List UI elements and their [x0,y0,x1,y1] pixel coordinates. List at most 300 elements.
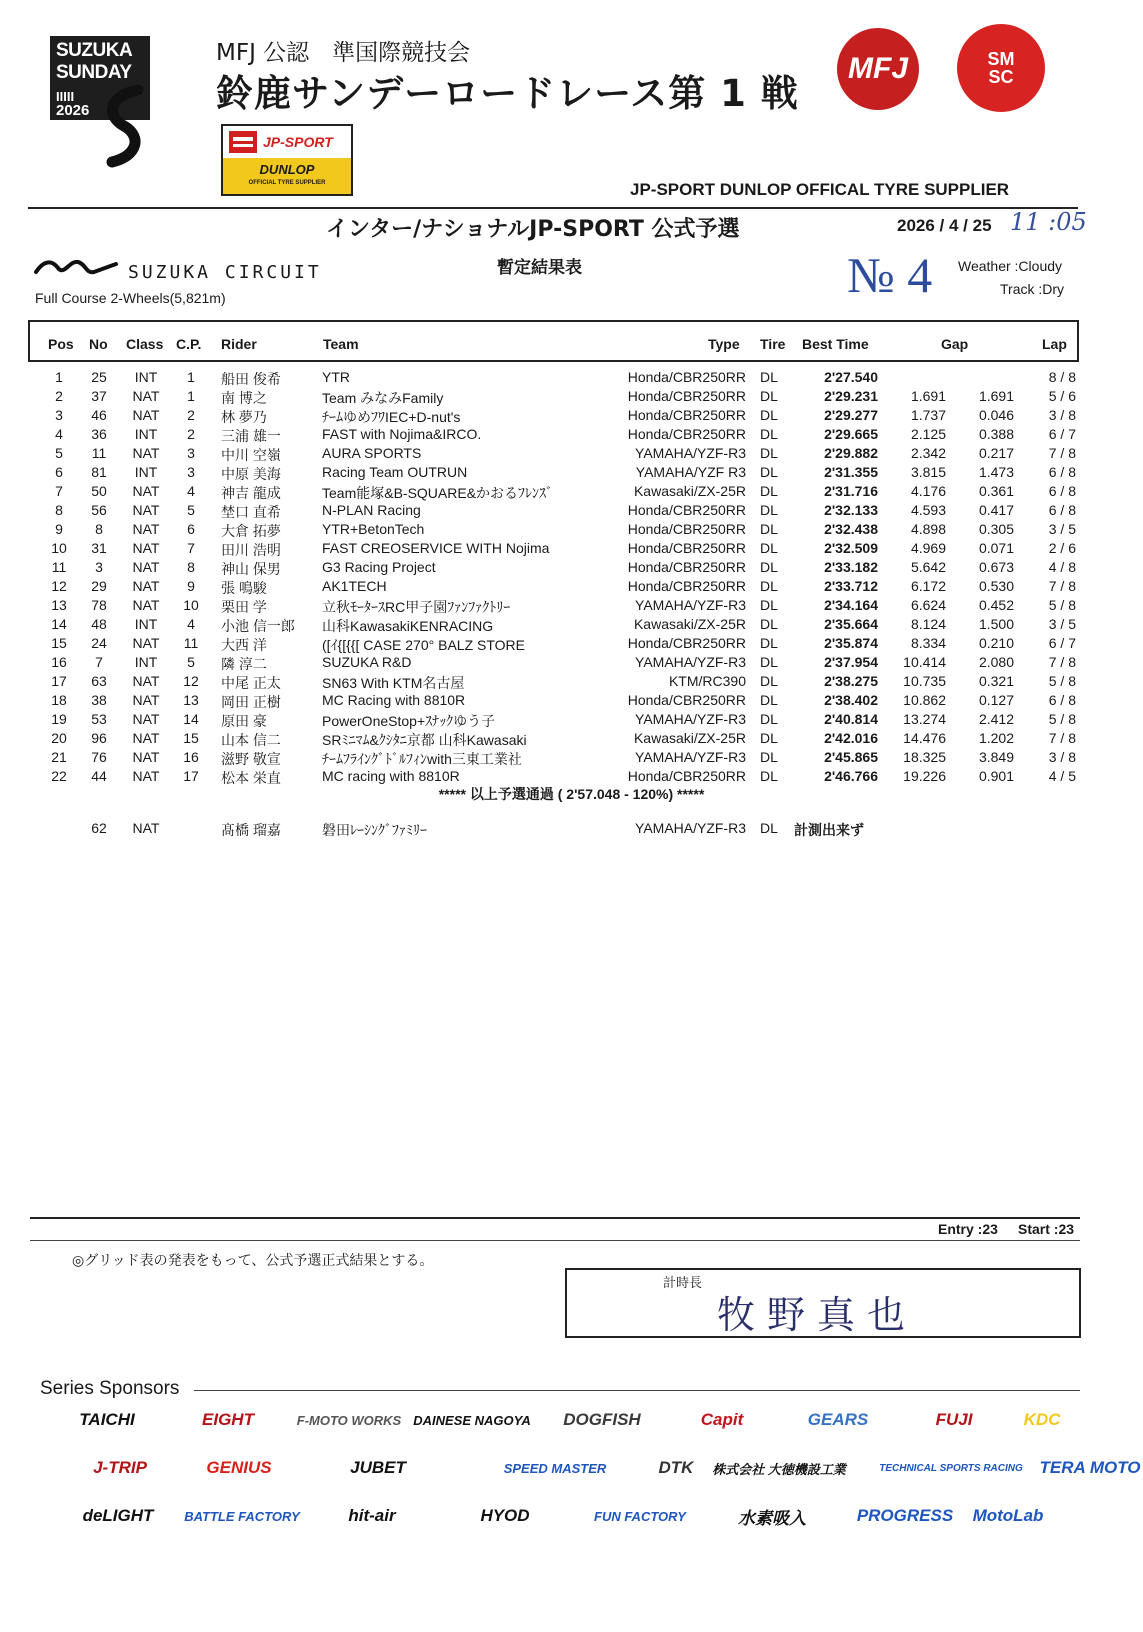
cell-team: N-PLAN Racing [322,502,421,518]
cell-time: 2'27.540 [824,369,878,385]
cell-tire: DL [760,673,778,689]
cell-team: SRﾐﾆﾏﾑ&ｸｼﾀﾆ京都 山科Kawasaki [322,732,527,748]
cell-lap: 4 / 8 [1048,559,1076,575]
circuit-name: SUZUKA CIRCUIT [128,262,322,283]
table-row [0,691,1143,710]
cell-gap1: 10.862 [903,692,946,708]
sponsors-divider [194,1390,1080,1391]
cell-gap1: 5.642 [910,559,946,575]
session-date: 2026 / 4 / 25 [897,216,992,235]
table-row [0,368,1143,387]
table-row [0,463,1143,482]
cell-tire: DL [760,597,778,613]
cell-time: 2'31.716 [824,483,878,499]
smsc-logo-line-2: SC [988,67,1014,87]
cell-type: Honda/CBR250RR [627,369,746,385]
cell-rider: 中尾 正太 [221,675,281,691]
cell-gap2: 0.321 [978,673,1014,689]
timekeeper-signature-box [565,1268,1081,1338]
cell-no: 56 [91,502,107,518]
sponsor-logo: DAINESE NAGOYA [413,1412,531,1428]
cell-tire: DL [760,521,778,537]
cell-gap2: 0.046 [978,407,1014,423]
cell-rider: 三浦 雄一 [221,428,281,444]
sponsor-logo: GEARS [807,1410,869,1429]
track-info: Track :Dry [1000,281,1065,297]
smsc-logo-line-1: SM [987,49,1015,69]
cell-class: NAT [132,559,160,575]
cell-class: NAT [132,711,160,727]
cell-cp: 5 [187,654,195,670]
suzuka-circuit-logo-icon [34,254,118,280]
cell-tire: DL [760,559,778,575]
dunlop-logo-sub: OFFICIAL TYRE SUPPLIER [248,180,326,186]
cell-time: 2'32.438 [824,521,878,537]
cell-time: 2'34.164 [824,597,878,613]
cell-cp: 13 [183,692,199,708]
cell-rider: 松本 栄直 [221,770,281,786]
cell-team: ﾁｰﾑﾌﾗｲﾝｸﾞﾄﾞﾙﾌｨﾝwith三東工業社 [322,751,522,767]
cell-gap1: 18.325 [903,749,946,765]
cell-time: 2'42.016 [824,730,878,746]
cell-rider: 山本 信二 [221,732,281,748]
cell-time: 2'38.275 [824,673,878,689]
cell-rider: 滋野 敬宣 [221,751,281,767]
cell-time: 2'37.954 [824,654,878,670]
cell-gap2: 0.305 [978,521,1014,537]
cell-class: NAT [132,388,160,404]
sponsor-logo: JUBET [350,1458,406,1477]
cell-team: MC racing with 8810R [322,768,460,784]
cell-class: INT [134,616,158,632]
table-row [0,653,1143,672]
cell-pos: 10 [51,540,67,556]
sponsor-logo: J-TRIP [93,1458,147,1477]
cell-gap1: 13.274 [903,711,946,727]
result-type-label: 暫定結果表 [497,258,582,278]
cell-class: NAT [132,692,160,708]
cell-time: 2'29.665 [824,426,878,442]
cell-class: NAT [132,597,160,613]
header-no: No [89,336,108,352]
cell-no: 8 [95,521,103,537]
cell-pos: 4 [55,426,63,442]
cell-team: G3 Racing Project [322,559,436,575]
cell-team: FAST with Nojima&IRCO. [322,426,482,442]
cell-gap2: 1.500 [978,616,1014,632]
cell-class: NAT [132,635,160,651]
cell-class: INT [134,464,158,480]
table-row [0,387,1143,406]
entry-count: Entry :23 [938,1221,998,1237]
cell-team: FAST CREOSERVICE WITH Nojima [322,540,550,556]
cell-pos: 5 [55,445,63,461]
dunlop-logo [223,158,351,194]
cell-class: NAT [132,578,160,594]
cell-pos: 12 [51,578,67,594]
cell-rider: 張 鳴駿 [221,580,267,596]
mfj-logo [837,28,919,110]
cell-team: YTR [322,369,350,385]
logo-line-3: IIIII [56,89,75,104]
cell-pos: 11 [51,559,67,575]
jp-sport-logo-text: JP-SPORT [263,134,333,150]
cell-pos: 17 [51,673,67,689]
qualifying-cutoff: ***** 以上予選通過 ( 2'57.048 - 120%) ***** [438,786,705,802]
cell-type: Honda/CBR250RR [627,388,746,404]
handwritten-time: 11 :05 [1010,208,1087,236]
cell-no: 53 [91,711,107,727]
cell-class: INT [134,426,158,442]
cell-gap1: 4.176 [910,483,946,499]
cell-gap1: 4.898 [910,521,946,537]
cell-cp: 9 [187,578,195,594]
cell-team: 立秋ﾓｰﾀｰｽRC甲子園ﾌｧﾝﾌｧｸﾄﾘｰ [322,599,511,615]
cell-class: NAT [132,521,160,537]
cell-type: Honda/CBR250RR [627,426,746,442]
table-row [0,482,1143,501]
cell-type: Honda/CBR250RR [627,521,746,537]
cell-lap: 6 / 7 [1048,635,1076,651]
cell-time: 2'29.231 [824,388,878,404]
cell-gap2: 0.901 [978,768,1014,784]
cell-pos: 8 [55,502,63,518]
cell-lap: 6 / 8 [1048,483,1076,499]
cell-team: 山科KawasakiKENRACING [322,618,494,634]
cell-rider: 隣 淳二 [221,656,267,672]
cell-tire: DL [760,654,778,670]
mfj-logo-text: MFJ [848,52,908,85]
cell-tire: DL [760,768,778,784]
cell-pos: 7 [55,483,63,499]
sponsor-logo: DTK [658,1458,694,1477]
cell-rider: 大西 洋 [221,637,267,653]
cell-gap1: 2.125 [910,426,946,442]
cell-tire: DL [760,426,778,442]
sponsor-logo: TERA MOTO [1039,1458,1141,1477]
cell-cp: 14 [183,711,199,727]
cell-cp: 2 [187,407,195,423]
cell-rider: 岡田 正樹 [221,694,281,710]
cell-rider: 大倉 拓夢 [221,523,281,539]
cell-gap1: 2.342 [910,445,946,461]
cell-rider: 栗田 学 [221,599,267,615]
cell-type: YAMAHA/YZF R3 [635,464,746,480]
event-title: 鈴鹿サンデーロードレース第 1 戦 [216,72,799,115]
sponsor-logo: GENIUS [206,1458,272,1477]
cell-cp: 15 [183,730,199,746]
cell-rider: 小池 信一郎 [221,618,295,634]
cell-gap2: 0.071 [978,540,1014,556]
dns-class: NAT [132,820,160,836]
cell-gap1: 8.334 [910,635,946,651]
header-divider [28,207,1078,209]
cell-no: 37 [91,388,107,404]
table-row [0,596,1143,615]
timekeeper-signature: 牧野真也 [717,1293,918,1337]
cell-cp: 5 [187,502,195,518]
cell-gap1: 6.624 [910,597,946,613]
cell-type: Kawasaki/ZX-25R [633,483,746,499]
cell-cp: 11 [183,635,199,651]
cell-gap1: 3.815 [910,464,946,480]
cell-rider: 中川 空嶺 [221,447,281,463]
cell-class: NAT [132,673,160,689]
table-row [0,444,1143,463]
logo-line-2: SUNDAY [56,62,132,83]
dns-time: 計測出来ず [794,822,864,838]
cell-team: Racing Team OUTRUN [322,464,468,480]
cell-lap: 6 / 8 [1048,464,1076,480]
cell-time: 2'40.814 [824,711,878,727]
event-subtitle: MFJ 公認 準国際競技会 [216,40,471,66]
cell-time: 2'46.766 [824,768,878,784]
cell-time: 2'33.712 [824,578,878,594]
cell-pos: 1 [55,369,63,385]
cell-tire: DL [760,616,778,632]
cell-rider: 林 夢乃 [221,409,267,425]
cell-lap: 3 / 8 [1048,749,1076,765]
cell-pos: 13 [51,597,67,613]
cell-gap2: 1.202 [978,730,1014,746]
cell-class: NAT [132,768,160,784]
cell-type: Honda/CBR250RR [627,540,746,556]
sponsor-logo: PROGRESS [856,1506,954,1525]
dns-no: 62 [91,820,107,836]
cell-gap1: 14.476 [903,730,946,746]
cell-gap1: 4.593 [910,502,946,518]
table-row [0,710,1143,729]
cell-pos: 9 [55,521,63,537]
cell-time: 2'32.133 [824,502,878,518]
cell-lap: 5 / 8 [1048,711,1076,727]
cell-lap: 7 / 8 [1048,445,1076,461]
cell-time: 2'29.277 [824,407,878,423]
cell-tire: DL [760,445,778,461]
table-row [0,425,1143,444]
cell-pos: 19 [51,711,67,727]
cell-pos: 22 [51,768,67,784]
cell-gap2: 0.388 [978,426,1014,442]
header-cp: C.P. [176,336,202,352]
cell-type: YAMAHA/YZF-R3 [635,445,746,461]
cell-no: 46 [91,407,107,423]
cell-time: 2'35.664 [824,616,878,632]
cell-gap1: 6.172 [910,578,946,594]
table-row [0,539,1143,558]
table-row [0,558,1143,577]
header-class: Class [126,336,164,352]
cell-tire: DL [760,749,778,765]
dns-rider: 髙橋 瑠嘉 [221,822,281,838]
header-team: Team [323,336,359,352]
table-row [0,577,1143,596]
cell-type: Kawasaki/ZX-25R [633,616,746,632]
cell-rider: 神山 保男 [221,561,281,577]
sponsor-logo: BATTLE FACTORY [184,1508,300,1524]
cell-type: Kawasaki/ZX-25R [633,730,746,746]
cell-rider: 船田 俊希 [221,371,281,387]
cell-time: 2'45.865 [824,749,878,765]
cell-team: ﾁｰﾑゆめﾌﾜIEC+D-nut's [322,409,461,425]
cell-gap2: 3.849 [978,749,1014,765]
sponsor-logo: F-MOTO WORKS [296,1412,402,1428]
cell-gap2: 0.673 [978,559,1014,575]
cell-rider: 原田 豪 [221,713,267,729]
cell-pos: 14 [51,616,67,632]
document-number: № 4 [847,247,933,303]
cell-team: Team能塚&B-SQUARE&かおるﾌﾚﾝｽﾞ [322,485,554,501]
footer-divider [30,1217,1080,1219]
cell-cp: 8 [187,559,195,575]
cell-team: MC Racing with 8810R [322,692,466,708]
cell-team: SUZUKA R&D [322,654,412,670]
cell-lap: 6 / 7 [1048,426,1076,442]
sponsor-logo: deLIGHT [82,1506,154,1525]
jp-sport-mark-icon [229,131,257,153]
cell-tire: DL [760,483,778,499]
cell-pos: 3 [55,407,63,423]
cell-type: KTM/RC390 [668,673,746,689]
cell-cp: 3 [187,445,195,461]
cell-cp: 2 [187,426,195,442]
cell-no: 63 [91,673,107,689]
cell-cp: 1 [187,369,195,385]
cell-team: SN63 With KTM名古屋 [322,675,465,691]
cell-no: 24 [91,635,107,651]
cell-no: 48 [91,616,107,632]
table-row [0,748,1143,767]
cell-gap2: 1.473 [978,464,1014,480]
cell-gap1: 1.691 [910,388,946,404]
cell-pos: 21 [51,749,67,765]
table-row [0,406,1143,425]
cell-cp: 3 [187,464,195,480]
supplier-text: JP-SPORT DUNLOP OFFICAL TYRE SUPPLIER [630,180,1010,199]
cell-no: 38 [91,692,107,708]
cell-class: NAT [132,749,160,765]
table-row [0,520,1143,539]
sponsors-title: Series Sponsors [40,1378,180,1399]
cell-cp: 16 [183,749,199,765]
cell-rider: 中原 美海 [221,466,281,482]
cell-lap: 5 / 8 [1048,673,1076,689]
cell-no: 76 [91,749,107,765]
cell-lap: 3 / 8 [1048,407,1076,423]
header-lap: Lap [1042,336,1067,352]
cell-type: Honda/CBR250RR [627,692,746,708]
dns-type: YAMAHA/YZF-R3 [635,820,746,836]
cell-gap1: 10.735 [903,673,946,689]
cell-type: YAMAHA/YZF-R3 [635,711,746,727]
suzuka-s-swirl-icon [98,86,150,166]
results-table-body [0,368,1143,786]
smsc-logo [957,24,1045,112]
table-row [0,634,1143,653]
cell-cp: 17 [183,768,199,784]
cell-rider: 南 博之 [221,390,267,406]
results-table-header [28,320,1079,362]
cell-pos: 20 [51,730,67,746]
cell-time: 2'29.882 [824,445,878,461]
cell-time: 2'32.509 [824,540,878,556]
cell-rider: 田川 浩明 [221,542,281,558]
dns-tire: DL [760,820,778,836]
cell-type: Honda/CBR250RR [627,768,746,784]
cell-cp: 10 [183,597,199,613]
footer-divider-thin [30,1240,1080,1241]
cell-lap: 7 / 8 [1048,654,1076,670]
cell-gap2: 0.127 [978,692,1014,708]
cell-type: Honda/CBR250RR [627,635,746,651]
cell-tire: DL [760,540,778,556]
cell-tire: DL [760,407,778,423]
cell-cp: 6 [187,521,195,537]
cell-team: ([ｲ{[{{[ CASE 270° BALZ STORE [322,637,525,653]
sponsor-logo: MotoLab [972,1506,1044,1525]
cell-time: 2'31.355 [824,464,878,480]
header-tire: Tire [760,336,786,352]
cell-cp: 1 [187,388,195,404]
cell-lap: 2 / 6 [1048,540,1076,556]
cell-lap: 7 / 8 [1048,578,1076,594]
cell-time: 2'33.182 [824,559,878,575]
cell-time: 2'35.874 [824,635,878,651]
cell-gap2: 0.210 [978,635,1014,651]
cell-no: 7 [95,654,103,670]
cell-tire: DL [760,502,778,518]
cell-no: 78 [91,597,107,613]
table-row [0,615,1143,634]
cell-class: NAT [132,407,160,423]
cell-gap2: 2.080 [978,654,1014,670]
cell-gap1: 4.969 [910,540,946,556]
cell-class: NAT [132,540,160,556]
jp-sport-logo [223,126,351,158]
cell-lap: 5 / 6 [1048,388,1076,404]
cell-class: NAT [132,502,160,518]
table-row [0,501,1143,520]
cell-lap: 8 / 8 [1048,369,1076,385]
cell-rider: 埜口 直希 [221,504,281,520]
header-best-time: Best Time [802,336,869,352]
sponsor-logo: hit-air [348,1506,396,1525]
cell-no: 44 [91,768,107,784]
cell-rider: 神吉 龍成 [221,485,281,501]
cell-team: PowerOneStop+ｽﾅｯｸゆう子 [322,713,496,729]
sponsor-logo: 水素吸入 [738,1508,806,1528]
cell-type: Honda/CBR250RR [627,559,746,575]
cell-type: YAMAHA/YZF-R3 [635,749,746,765]
cell-no: 50 [91,483,107,499]
cell-tire: DL [760,464,778,480]
cell-lap: 4 / 5 [1048,768,1076,784]
header-rider: Rider [221,336,257,352]
cell-tire: DL [760,369,778,385]
grid-note: ◎グリッド表の発表をもって、公式予選正式結果とする。 [72,1253,434,1269]
weather-info: Weather :Cloudy [958,258,1063,274]
header-type: Type [708,336,740,352]
header-gap: Gap [941,336,969,352]
start-count: Start :23 [1018,1221,1075,1237]
cell-gap1: 19.226 [903,768,946,784]
cell-time: 2'38.402 [824,692,878,708]
sponsor-logo: HYOD [480,1506,530,1525]
cell-gap1: 10.414 [903,654,946,670]
cell-cp: 12 [183,673,199,689]
non-qualifier-row [0,819,1143,838]
sponsor-logo: FUN FACTORY [594,1508,686,1524]
